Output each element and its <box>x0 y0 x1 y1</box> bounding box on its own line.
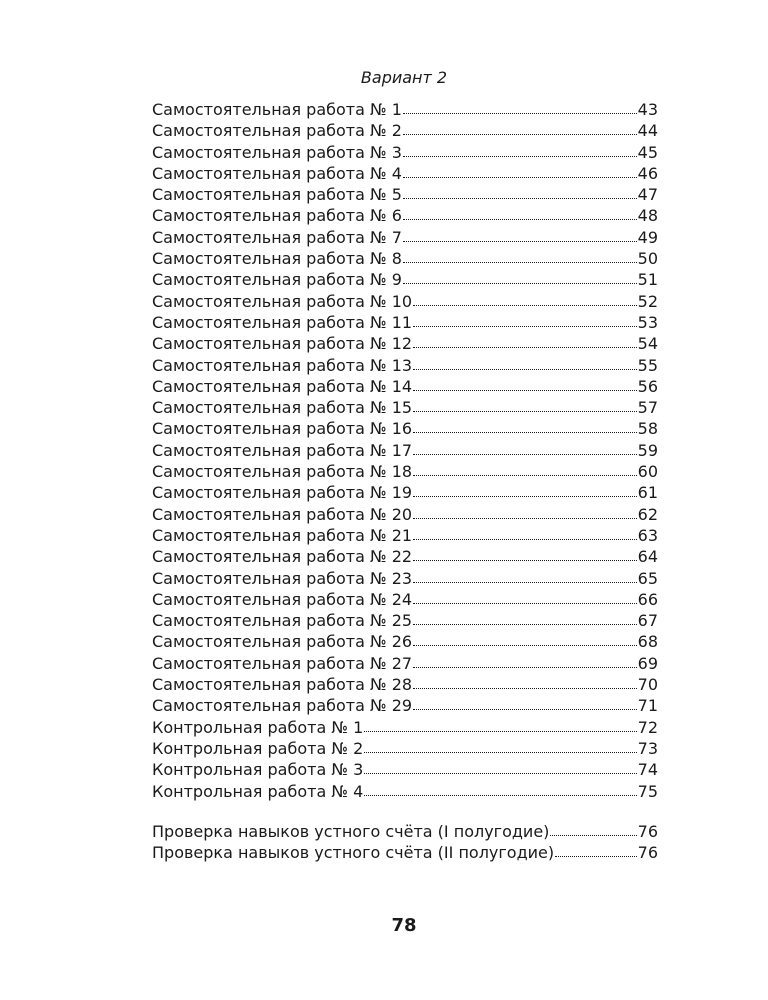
dot-leader <box>413 529 637 541</box>
dot-leader <box>403 167 637 179</box>
toc-entry-page: 51 <box>637 270 658 290</box>
toc-entry-label: Контрольная работа № 2 <box>152 738 364 758</box>
toc-entry <box>152 397 658 418</box>
toc-entry-label: Самостоятельная работа № 10 <box>152 291 413 311</box>
toc-entry <box>152 546 658 567</box>
toc-entry <box>152 821 658 842</box>
toc-entry-label: Самостоятельная работа № 22 <box>152 547 413 567</box>
variant-title: Вариант 2 <box>360 68 448 87</box>
dot-leader <box>413 465 637 477</box>
toc-entry <box>152 589 658 610</box>
toc-entry <box>152 99 658 120</box>
toc-entry-page: 56 <box>637 376 658 396</box>
toc-entry-page: 72 <box>637 717 658 737</box>
toc-entry <box>152 717 658 738</box>
toc-entry-page: 58 <box>637 419 658 439</box>
toc-entry-page: 68 <box>637 632 658 652</box>
toc-entry-page: 44 <box>637 121 658 141</box>
toc-entry-label: Контрольная работа № 3 <box>152 760 364 780</box>
toc-entry <box>152 418 658 439</box>
dot-leader <box>364 742 636 754</box>
toc-entry <box>152 312 658 333</box>
toc-entry-page: 76 <box>637 843 658 863</box>
toc-entry-label: Самостоятельная работа № 29 <box>152 696 413 716</box>
toc-entry-label: Самостоятельная работа № 2 <box>152 121 402 141</box>
toc-entry-page: 47 <box>637 185 658 205</box>
dot-leader <box>403 188 637 200</box>
table-of-contents <box>152 99 658 863</box>
dot-leader <box>413 380 637 392</box>
dot-leader <box>413 444 637 456</box>
toc-entry-page: 71 <box>637 696 658 716</box>
dot-leader <box>550 825 636 837</box>
dot-leader <box>413 295 637 307</box>
toc-entry-page: 57 <box>637 398 658 418</box>
toc-entry-page: 70 <box>637 675 658 695</box>
dot-leader <box>413 593 637 605</box>
toc-entry-label: Проверка навыков устного счёта (II полугодие) <box>152 843 555 863</box>
toc-entry-page: 50 <box>637 249 658 269</box>
toc-entry-page: 54 <box>637 334 658 354</box>
toc-entry <box>152 184 658 205</box>
toc-entry-label: Самостоятельная работа № 23 <box>152 568 413 588</box>
toc-entry-label: Самостоятельная работа № 18 <box>152 462 413 482</box>
toc-entry-label: Самостоятельная работа № 13 <box>152 355 413 375</box>
toc-entry-page: 67 <box>637 611 658 631</box>
dot-leader <box>413 678 637 690</box>
dot-leader <box>413 359 637 371</box>
toc-entry <box>152 205 658 226</box>
toc-entry <box>152 759 658 780</box>
toc-entry-label: Самостоятельная работа № 17 <box>152 440 413 460</box>
dot-leader <box>413 635 637 647</box>
toc-entry-label: Проверка навыков устного счёта (I полугодие) <box>152 821 550 841</box>
dot-leader <box>413 699 637 711</box>
dot-leader <box>413 572 637 584</box>
dot-leader <box>403 273 637 285</box>
toc-entry-page: 48 <box>637 206 658 226</box>
toc-entry-page: 49 <box>637 227 658 247</box>
toc-entry-page: 66 <box>637 589 658 609</box>
toc-entry-label: Самостоятельная работа № 15 <box>152 398 413 418</box>
dot-leader <box>413 401 637 413</box>
toc-entry-label: Самостоятельная работа № 11 <box>152 312 413 332</box>
toc-entry-page: 73 <box>637 738 658 758</box>
toc-entry-page: 65 <box>637 568 658 588</box>
toc-entry-label: Самостоятельная работа № 27 <box>152 653 413 673</box>
toc-entry <box>152 695 658 716</box>
toc-entry-page: 76 <box>637 821 658 841</box>
dot-leader <box>413 508 637 520</box>
toc-entry-label: Контрольная работа № 4 <box>152 781 364 801</box>
dot-leader <box>403 209 637 221</box>
toc-entry-label: Самостоятельная работа № 3 <box>152 142 402 162</box>
toc-entry-page: 52 <box>637 291 658 311</box>
toc-entry-label: Самостоятельная работа № 4 <box>152 163 402 183</box>
toc-entry-label: Самостоятельная работа № 24 <box>152 589 413 609</box>
toc-entry-page: 53 <box>637 312 658 332</box>
dot-leader <box>413 614 637 626</box>
toc-entry-label: Самостоятельная работа № 21 <box>152 525 413 545</box>
dot-leader <box>413 422 637 434</box>
dot-leader <box>413 337 637 349</box>
toc-entry <box>152 376 658 397</box>
dot-leader <box>364 785 636 797</box>
toc-entry-page: 43 <box>637 100 658 119</box>
toc-entry <box>152 610 658 631</box>
toc-entry-page: 69 <box>637 653 658 673</box>
dot-leader <box>413 657 637 669</box>
toc-entry-page: 62 <box>637 504 658 524</box>
toc-entry-page: 75 <box>637 781 658 801</box>
toc-entry-label: Самостоятельная работа № 25 <box>152 611 413 631</box>
toc-entry-label: Самостоятельная работа № 8 <box>152 249 402 269</box>
dot-leader <box>364 763 636 775</box>
toc-entry-label: Самостоятельная работа № 7 <box>152 227 402 247</box>
toc-entry <box>152 120 658 141</box>
toc-entry <box>152 355 658 376</box>
toc-entry-label: Самостоятельная работа № 5 <box>152 185 402 205</box>
dot-leader <box>413 316 637 328</box>
toc-entry <box>152 482 658 503</box>
toc-entry <box>152 333 658 354</box>
toc-entry <box>152 269 658 290</box>
toc-entry <box>152 781 658 802</box>
dot-leader <box>403 103 637 115</box>
toc-entry <box>152 227 658 248</box>
toc-entry <box>152 440 658 461</box>
toc-entry <box>152 525 658 546</box>
toc-entry-label: Самостоятельная работа № 1 <box>152 100 402 119</box>
toc-entry-label: Самостоятельная работа № 6 <box>152 206 402 226</box>
toc-entry <box>152 291 658 312</box>
toc-entry <box>152 142 658 163</box>
toc-entry-label: Самостоятельная работа № 14 <box>152 376 413 396</box>
toc-entry <box>152 163 658 184</box>
toc-entry-label: Самостоятельная работа № 9 <box>152 270 402 290</box>
dot-leader <box>403 252 637 264</box>
toc-entry <box>152 631 658 652</box>
toc-entry-page: 45 <box>637 142 658 162</box>
toc-entry <box>152 568 658 589</box>
toc-entry-label: Самостоятельная работа № 20 <box>152 504 413 524</box>
dot-leader <box>413 550 637 562</box>
toc-entry-label: Самостоятельная работа № 28 <box>152 675 413 695</box>
dot-leader <box>403 124 637 136</box>
toc-entry-label: Самостоятельная работа № 19 <box>152 483 413 503</box>
toc-entry-label: Контрольная работа № 1 <box>152 717 364 737</box>
toc-entry-page: 46 <box>637 163 658 183</box>
toc-entry-page: 55 <box>637 355 658 375</box>
toc-entry <box>152 461 658 482</box>
toc-entry-label: Самостоятельная работа № 12 <box>152 334 413 354</box>
toc-entry-label: Самостоятельная работа № 26 <box>152 632 413 652</box>
page-number: 78 <box>391 915 417 936</box>
toc-entry-page: 60 <box>637 462 658 482</box>
dot-leader <box>403 231 637 243</box>
dot-leader <box>413 486 637 498</box>
toc-entry <box>152 248 658 269</box>
toc-entry <box>152 674 658 695</box>
section-gap <box>152 802 658 821</box>
toc-entry-page: 64 <box>637 547 658 567</box>
dot-leader <box>364 721 636 733</box>
dot-leader <box>403 146 637 158</box>
toc-entry-page: 63 <box>637 525 658 545</box>
toc-entry-label: Самостоятельная работа № 16 <box>152 419 413 439</box>
toc-entry <box>152 738 658 759</box>
toc-entry <box>152 653 658 674</box>
toc-entry <box>152 504 658 525</box>
toc-entry-page: 74 <box>637 760 658 780</box>
dot-leader <box>555 846 637 858</box>
toc-entry-page: 59 <box>637 440 658 460</box>
toc-entry <box>152 842 658 863</box>
toc-entry-page: 61 <box>637 483 658 503</box>
